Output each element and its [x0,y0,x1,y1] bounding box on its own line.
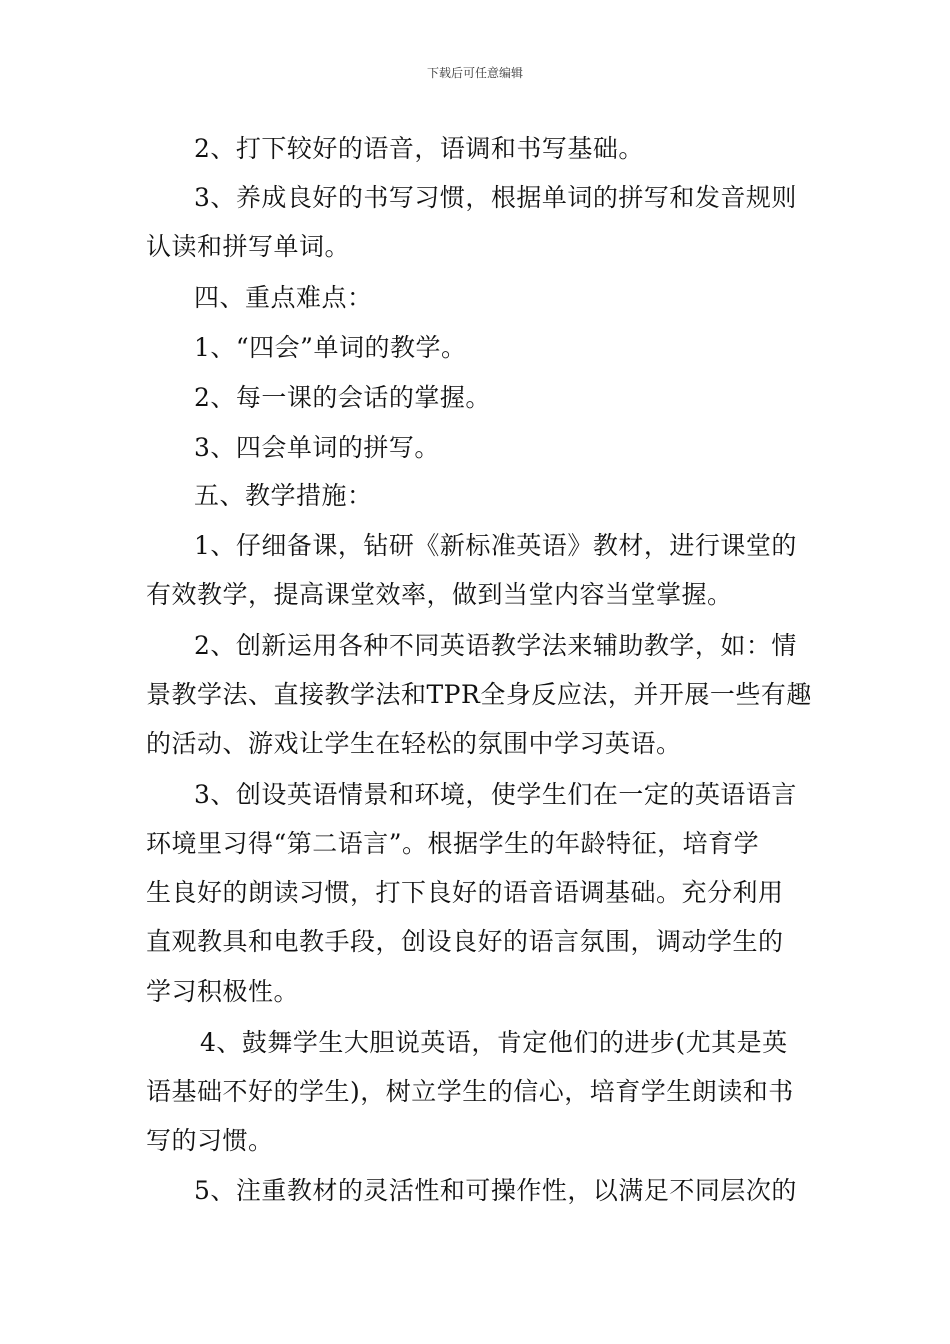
text-line: 2、创新运用各种不同英语教学法来辅助教学，如：情 [194,631,797,660]
text-line: 环境里习得“第二语言”。根据学生的年龄特征，培育学 [146,829,760,858]
text-line: 4、鼓舞学生大胆说英语，肯定他们的进步(尤其是英 [200,1028,788,1057]
text-line: 四、重点难点： [194,283,373,312]
text-line: 景教学法、直接教学法和TPR全身反应法，并开展一些有趣 [146,680,812,709]
text-line: 写的习惯。 [146,1126,274,1155]
text-line: 认读和拼写单词。 [146,232,351,261]
text-line: 语基础不好的学生)，树立学生的信心，培育学生朗读和书 [146,1077,794,1106]
text-line: 2、每一课的会话的掌握。 [194,383,491,412]
text-line: 5、注重教材的灵活性和可操作性，以满足不同层次的 [194,1176,797,1205]
text-line: 2、打下较好的语音，语调和书写基础。 [194,134,644,163]
page-header: 下载后可任意编辑 [426,66,523,80]
text-line: 有效教学，提高课堂效率，做到当堂内容当堂掌握。 [146,580,733,609]
text-line: 3、养成良好的书写习惯，根据单词的拼写和发音规则 [194,183,797,212]
text-line: 1、“四会”单词的教学。 [194,333,467,362]
text-line: 学习积极性。 [146,977,300,1006]
text-line: 1、仔细备课，钻研《新标准英语》教材，进行课堂的 [194,531,797,560]
text-line: 五、教学措施： [194,481,373,510]
text-line: 生良好的朗读习惯，打下良好的语音语调基础。充分利用 [146,878,784,907]
text-line: 3、创设英语情景和环境，使学生们在一定的英语语言 [194,780,797,809]
text-line: 直观教具和电教手段，创设良好的语言氛围，调动学生的 [146,927,784,956]
text-line: 的活动、游戏让学生在轻松的氛围中学习英语。 [146,729,682,758]
text-line: 3、四会单词的拼写。 [194,433,440,462]
